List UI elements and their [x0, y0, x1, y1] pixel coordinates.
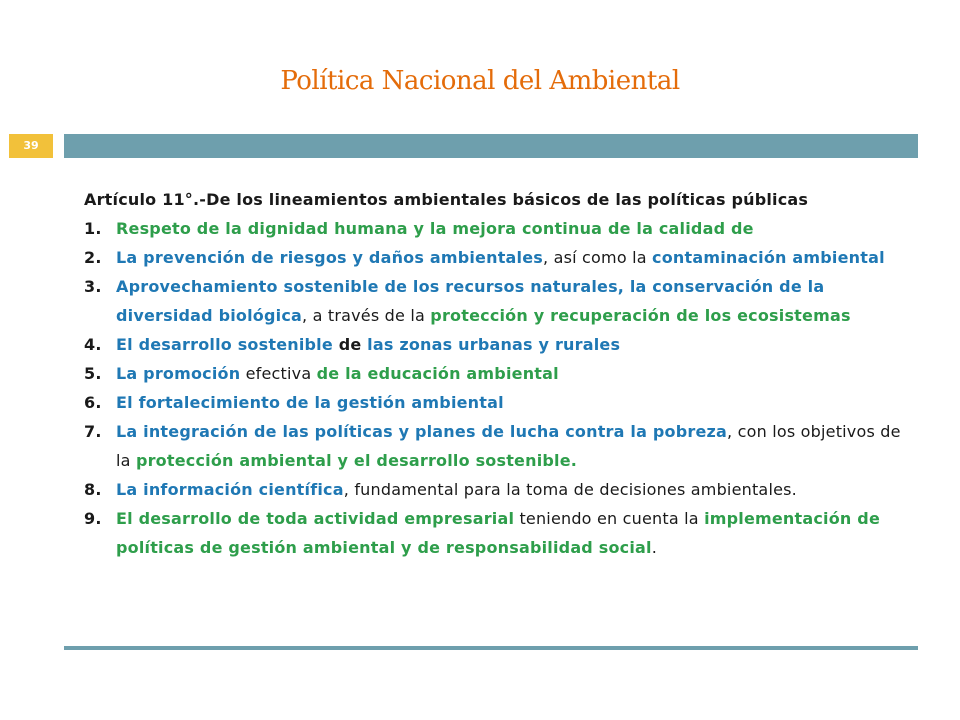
list-item	[84, 272, 904, 330]
item-text: .	[651, 538, 657, 557]
item-text: , así como la	[543, 248, 653, 267]
item-number: 8.	[84, 480, 102, 499]
item-number: 5.	[84, 364, 102, 383]
item-text-highlight: La información científica	[116, 480, 344, 499]
item-text-highlight: El fortalecimiento de la gestión ambiental	[116, 393, 504, 412]
item-text-highlight: El desarrollo sostenible	[116, 335, 333, 354]
item-text-highlight: La prevención de riesgos y daños ambientales	[116, 248, 543, 267]
list-item	[84, 330, 904, 359]
guidelines-list	[84, 214, 904, 562]
item-number: 1.	[84, 219, 102, 238]
list-item	[84, 214, 904, 243]
item-number: 6.	[84, 393, 102, 412]
item-number: 7.	[84, 422, 102, 441]
item-text: efectiva	[240, 364, 317, 383]
slide-title: Política Nacional del Ambiental	[280, 66, 680, 96]
item-text-highlight: contaminación ambiental	[652, 248, 885, 267]
item-number: 9.	[84, 509, 102, 528]
footer-divider-bar	[64, 646, 918, 650]
item-text-highlight: protección y recuperación de los ecosistemas	[430, 306, 851, 325]
item-text-highlight: La promoción	[116, 364, 241, 383]
item-number: 4.	[84, 335, 102, 354]
item-number: 3.	[84, 277, 102, 296]
list-item	[84, 243, 904, 272]
list-item	[84, 417, 904, 475]
slide-body	[84, 185, 904, 562]
list-item	[84, 388, 904, 417]
article-heading: Artículo 11°.-De los lineamientos ambientales básicos de las políticas públicas	[84, 190, 809, 209]
list-item	[84, 359, 904, 388]
item-text: de	[332, 335, 368, 354]
list-item	[84, 475, 904, 504]
list-item	[84, 504, 904, 562]
item-text-highlight: de la educación ambiental	[316, 364, 559, 383]
item-text: , fundamental para la toma de decisiones ambientales.	[343, 480, 797, 499]
item-text-highlight: La integración de las políticas y planes de lucha contra la pobreza	[116, 422, 728, 441]
item-text-highlight: implementación de políticas de gestión ambiental y de responsabilidad social	[116, 509, 880, 557]
item-text-highlight: protección ambiental y el desarrollo sostenible.	[135, 451, 578, 470]
item-text-highlight: Aprovechamiento sostenible de los recursos naturales, la conservación de la diversidad biológica	[116, 277, 825, 325]
item-text-highlight: las zonas urbanas y rurales	[367, 335, 621, 354]
item-text: Respeto de la dignidad humana y la mejora continua de la calidad de	[116, 219, 754, 238]
item-number: 2.	[84, 248, 102, 267]
header-divider-bar	[64, 134, 918, 158]
slide-number-badge: 39	[9, 134, 53, 158]
item-text: teniendo en cuenta la	[514, 509, 705, 528]
item-text: , con los objetivos de la	[116, 422, 901, 470]
item-text-highlight: El desarrollo de toda actividad empresarial	[116, 509, 515, 528]
item-text: , a través de la	[302, 306, 431, 325]
